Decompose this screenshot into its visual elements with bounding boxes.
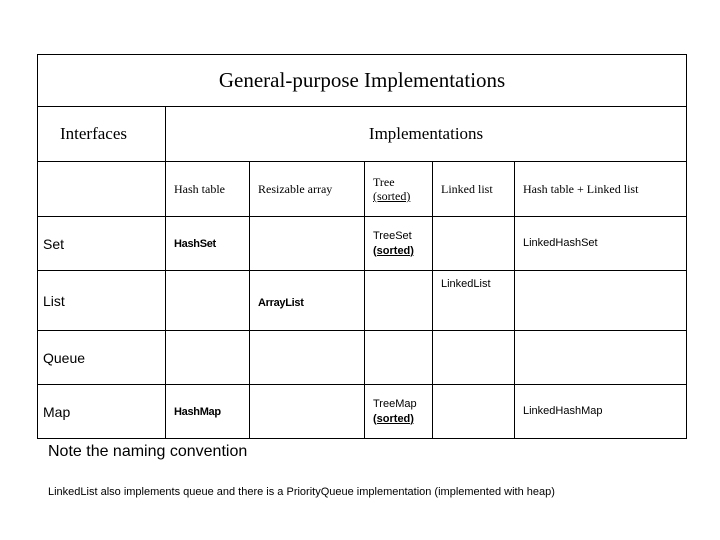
linkedhashmap-cell: LinkedHashMap xyxy=(515,385,687,439)
empty-cell xyxy=(250,331,365,385)
col-tree xyxy=(365,162,433,217)
col-hash-linked: Hash table + Linked list xyxy=(515,162,687,217)
interfaces-header: Interfaces xyxy=(38,107,166,162)
implementations-header: Implementations xyxy=(166,107,687,162)
col-hash-table: Hash table xyxy=(166,162,250,217)
col-tree-sorted: (sorted) xyxy=(373,189,411,203)
empty-cell xyxy=(433,385,515,439)
implementations-table xyxy=(37,54,687,439)
linkedhashset-cell: LinkedHashSet xyxy=(515,217,687,271)
note-text: Note the naming convention xyxy=(48,443,248,460)
empty-cell xyxy=(166,331,250,385)
empty-cell xyxy=(38,162,166,217)
treemap-sorted: (sorted) xyxy=(373,412,414,425)
treeset-sorted: (sorted) xyxy=(373,244,414,257)
col-resizable-array: Resizable array xyxy=(250,162,365,217)
hashset-cell: HashSet xyxy=(166,217,250,271)
treemap-cell xyxy=(365,385,433,439)
treeset-cell xyxy=(365,217,433,271)
treeset-label: TreeSet xyxy=(373,229,412,242)
col-linked-list: Linked list xyxy=(433,162,515,217)
empty-cell xyxy=(166,271,250,331)
linkedlist-cell: LinkedList xyxy=(433,271,515,331)
empty-cell xyxy=(433,331,515,385)
iface-set: Set xyxy=(38,217,166,271)
treemap-label: TreeMap xyxy=(373,397,417,410)
hashmap-cell: HashMap xyxy=(166,385,250,439)
col-tree-label: Tree xyxy=(373,175,395,189)
empty-cell xyxy=(250,385,365,439)
empty-cell xyxy=(515,331,687,385)
empty-cell xyxy=(515,271,687,331)
empty-cell xyxy=(433,217,515,271)
iface-queue: Queue xyxy=(38,331,166,385)
empty-cell xyxy=(365,331,433,385)
iface-list: List xyxy=(38,271,166,331)
iface-map: Map xyxy=(38,385,166,439)
arraylist-cell: ArrayList xyxy=(250,271,365,331)
empty-cell xyxy=(365,271,433,331)
table-title: General-purpose Implementations xyxy=(38,55,687,107)
empty-cell xyxy=(250,217,365,271)
sub-note-text: LinkedList also implements queue and there is a PriorityQueue implementation (implemented with heap) xyxy=(48,486,555,498)
